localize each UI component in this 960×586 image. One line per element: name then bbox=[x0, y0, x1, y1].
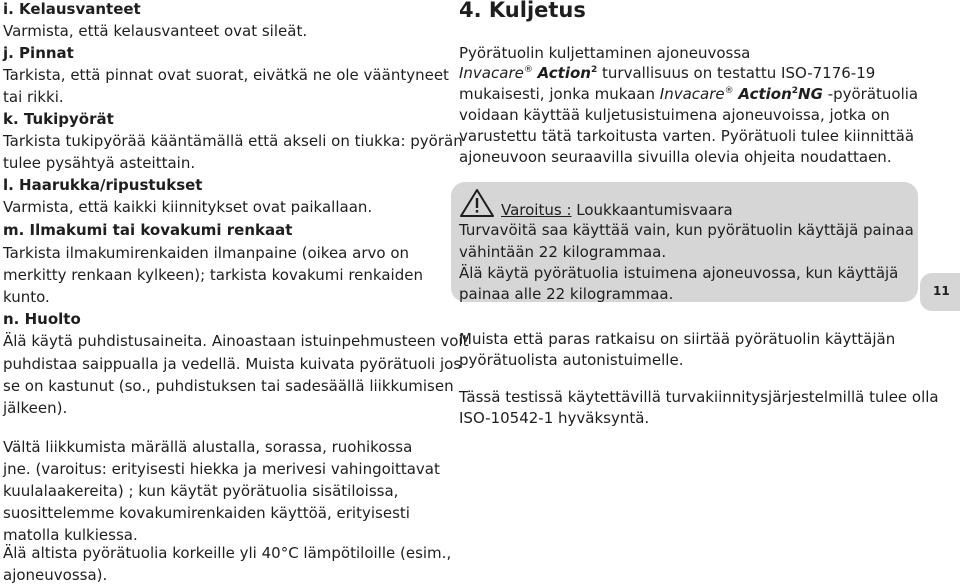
warning-heading bbox=[501, 201, 733, 219]
para-p-7: ajoneuvossa). bbox=[3, 566, 108, 584]
heading-j: j. Pinnat bbox=[3, 44, 74, 62]
text-n-4: jälkeen). bbox=[3, 399, 68, 417]
text-j-1: Tarkista, että pinnat ovat suorat, eivätkä ne ole vääntyneet bbox=[3, 66, 449, 84]
model-name-2: Action bbox=[738, 85, 792, 103]
text-m-2: merkitty renkaan kylkeen); tarkista kovakumi renkaiden bbox=[3, 266, 423, 284]
para-p-4: suosittelemme kovakumirenkaiden käyttöä, erityisesti bbox=[3, 504, 410, 522]
text-n-2: puhdistaa saippualla ja vedellä. Muista kuivata pyörätuoli jos bbox=[3, 355, 462, 373]
intro-line-2 bbox=[459, 64, 875, 82]
intro-line-2-rest: turvallisuus on testattu ISO-7176-19 bbox=[602, 64, 876, 82]
model-number: 2 bbox=[590, 65, 598, 75]
para3-line-2: ISO-10542-1 hyväksyntä. bbox=[459, 409, 650, 427]
para-p-6: Älä altista pyörätuolia korkeille yli 40°C lämpötiloille (esim., bbox=[3, 544, 452, 562]
brand-name-2: Invacare bbox=[659, 85, 725, 103]
heading-k: k. Tukipyörät bbox=[3, 110, 114, 128]
model-ng: NG bbox=[798, 85, 823, 103]
para-p-2: jne. (varoitus: erityisesti hiekka ja merivesi vahingoittavat bbox=[3, 460, 440, 478]
model-name: Action bbox=[537, 64, 591, 82]
brand-name: Invacare bbox=[459, 64, 524, 82]
para2-line-2: pyörätuolista autonistuimelle. bbox=[459, 351, 684, 369]
heading-n: n. Huolto bbox=[3, 310, 81, 328]
text-k-2: tulee pysähtyä asteittain. bbox=[3, 154, 196, 172]
para-p-3: kuulalaakereita) ; kun käytät pyörätuolia sisätiloissa, bbox=[3, 482, 399, 500]
text-l: Varmista, että kaikki kiinnitykset ovat paikallaan. bbox=[3, 198, 373, 216]
intro-line-3-pre: mukaisesti, jonka mukaan bbox=[459, 85, 656, 103]
para-p-5: matolla kulkiessa. bbox=[3, 526, 138, 544]
text-i: Varmista, että kelausvanteet ovat sileät. bbox=[3, 22, 308, 40]
heading-m: m. Ilmakumi tai kovakumi renkaat bbox=[3, 221, 293, 239]
reg-mark-2: ® bbox=[724, 86, 734, 96]
model-number-2: 2 bbox=[791, 86, 799, 96]
warning-line-4: painaa alle 22 kilogrammaa. bbox=[459, 285, 674, 303]
intro-line-4: voidaan käyttää kuljetusistuimena ajoneuvoissa, jotka on bbox=[459, 106, 890, 124]
text-k-1: Tarkista tukipyörää kääntämällä että akseli on tiukka: pyörän bbox=[3, 132, 463, 150]
intro-line-3-post: -pyörätuolia bbox=[827, 85, 919, 103]
warning-line-3: Älä käytä pyörätuolia istuimena ajoneuvossa, kun käyttäjä bbox=[459, 264, 899, 282]
warning-title: Varoitus : bbox=[501, 201, 572, 219]
intro-line-6: ajoneuvoon seuraavilla sivuilla olevia ohjeita noudattaen. bbox=[459, 148, 892, 166]
text-n-1: Älä käytä puhdistusaineita. Ainoastaan istuinpehmusteen voit bbox=[3, 332, 469, 350]
para3-line-1: Tässä testissä käytettävillä turvakiinnitysjärjestelmillä tulee olla bbox=[459, 388, 939, 406]
heading-i: i. Kelausvanteet bbox=[3, 0, 141, 18]
para-p-1: Vältä liikkumista märällä alustalla, sorassa, ruohikossa bbox=[3, 438, 413, 456]
intro-line-5: varustettu tätä tarkoitusta varten. Pyörätuoli tulee kiinnittää bbox=[459, 127, 915, 145]
warning-line-1: Turvavöitä saa käyttää vain, kun pyörätuolin käyttäjä painaa bbox=[459, 221, 914, 239]
para2-line-1: Muista että paras ratkaisu on siirtää pyörätuolin käyttäjän bbox=[459, 330, 896, 348]
warning-box bbox=[451, 182, 918, 302]
section-title: 4. Kuljetus bbox=[459, 0, 586, 22]
heading-l: l. Haarukka/ripustukset bbox=[3, 176, 203, 194]
page-number: 11 bbox=[933, 284, 950, 298]
warning-triangle-icon bbox=[459, 188, 495, 218]
warning-line-2: vähintään 22 kilogrammaa. bbox=[459, 243, 667, 261]
text-n-3: se on kastunut (so., puhdistuksen tai sadesäällä liikkumisen bbox=[3, 377, 454, 395]
text-m-3: kunto. bbox=[3, 288, 50, 306]
text-j-2: tai rikki. bbox=[3, 88, 64, 106]
reg-mark: ® bbox=[523, 65, 533, 75]
intro-line-1: Pyörätuolin kuljettaminen ajoneuvossa bbox=[459, 44, 751, 62]
warning-subtitle: Loukkaantumisvaara bbox=[576, 201, 733, 219]
intro-line-3 bbox=[459, 85, 918, 103]
text-m-1: Tarkista ilmakumirenkaiden ilmanpaine (oikea arvo on bbox=[3, 244, 410, 262]
